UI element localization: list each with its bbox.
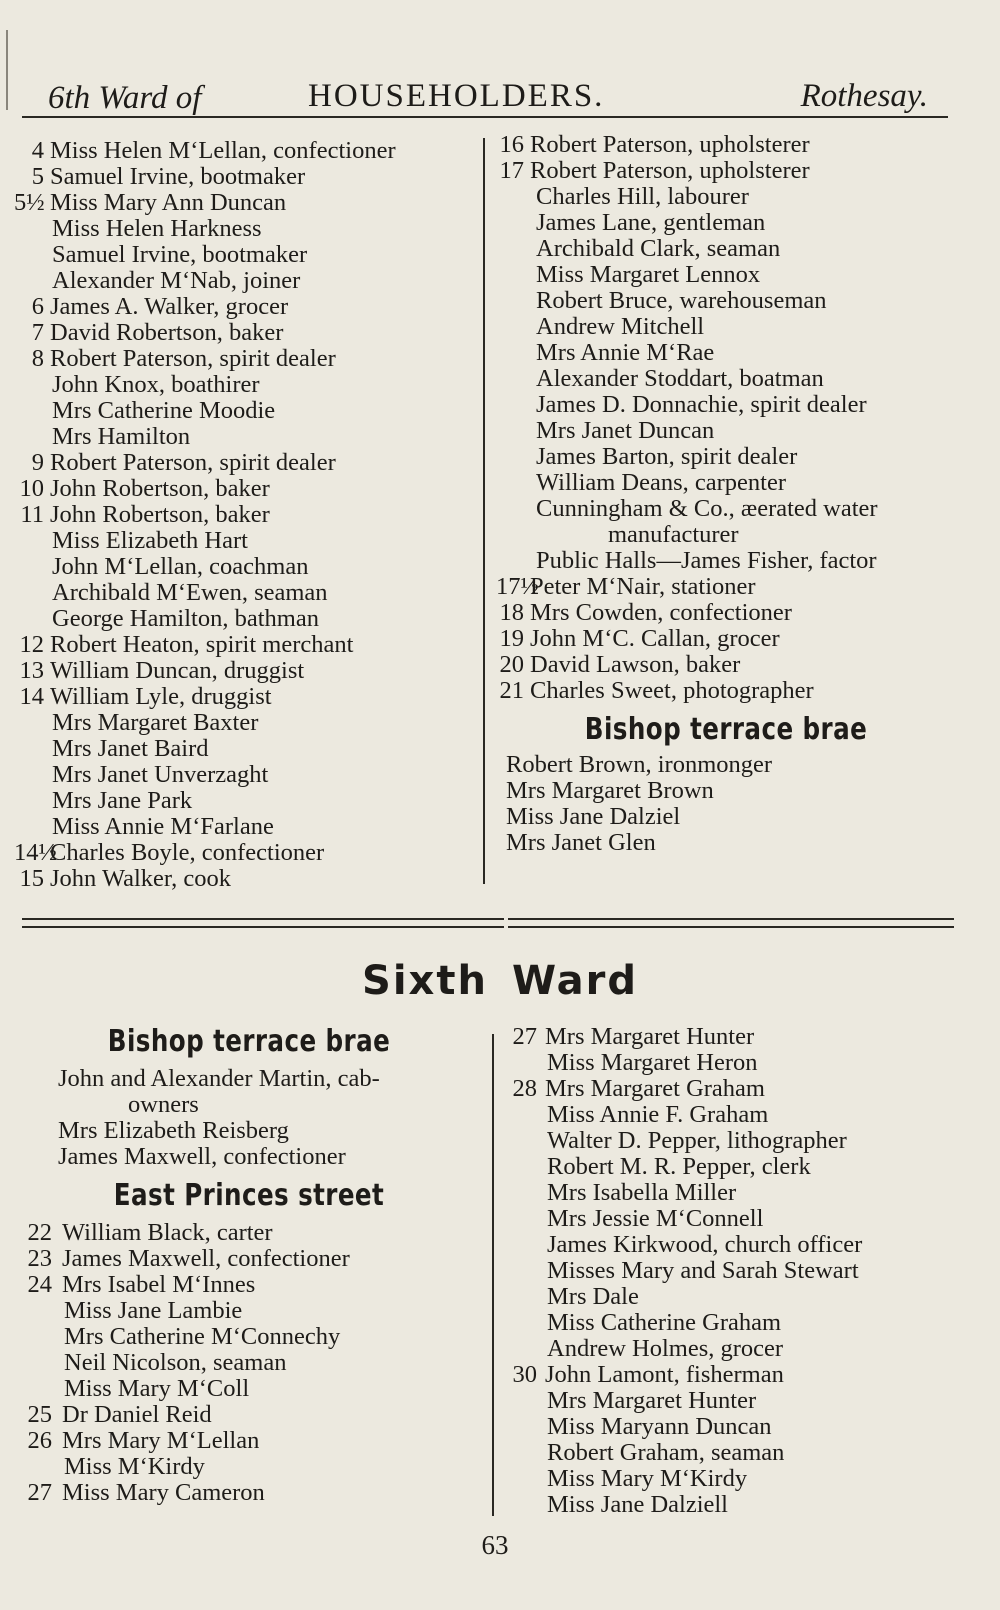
householder-entry: Mrs Isabel M‘Innes xyxy=(62,1271,256,1298)
householder-entry: Mrs Dale xyxy=(547,1283,639,1310)
list-item xyxy=(14,710,470,736)
house-number: 16 xyxy=(499,131,524,158)
householder-entry: Charles Boyle, confectioner xyxy=(50,839,325,866)
householder-entry: John Robertson, baker xyxy=(50,501,270,528)
house-number: 22 xyxy=(27,1219,52,1246)
householder-entry: John Walker, cook xyxy=(50,865,231,892)
list-item xyxy=(18,1324,480,1350)
householder-entry: Miss Margaret Lennox xyxy=(536,261,761,288)
house-number: 10 xyxy=(19,475,44,502)
householder-entry: Mrs Janet Glen xyxy=(506,829,656,856)
section-rule-right-1 xyxy=(508,918,954,920)
section-title-word1: Sixth xyxy=(362,958,488,1004)
list-item xyxy=(496,210,956,236)
house-number: 20 xyxy=(499,651,524,678)
householder-entry: Peter M‘Nair, stationer xyxy=(530,573,756,600)
householder-entry: Mrs Isabella Miller xyxy=(547,1179,737,1206)
householder-entry: Andrew Holmes, grocer xyxy=(547,1335,784,1362)
householder-entry: Robert Bruce, warehouseman xyxy=(536,287,827,314)
list-item xyxy=(14,424,470,450)
list-item xyxy=(14,190,470,216)
list-item xyxy=(505,1154,965,1180)
householder-entry: David Lawson, baker xyxy=(530,651,741,678)
householder-entry: Robert Graham, seaman xyxy=(547,1439,785,1466)
householder-entry: James Lane, gentleman xyxy=(536,209,766,236)
householder-entry: Mrs Margaret Baxter xyxy=(52,709,259,736)
list-item xyxy=(505,1232,965,1258)
list-item xyxy=(14,684,470,710)
list-item xyxy=(505,1050,965,1076)
street-heading: Bishop terrace brae xyxy=(107,1024,391,1059)
house-number: 25 xyxy=(27,1401,52,1428)
householder-entry: Walter D. Pepper, lithographer xyxy=(547,1127,847,1154)
householder-entry: Miss Helen Harkness xyxy=(52,215,262,242)
householder-entry: Mrs Annie M‘Rae xyxy=(536,339,715,366)
householder-entry: Mrs Margaret Hunter xyxy=(547,1387,757,1414)
list-item xyxy=(496,470,956,496)
householder-entry: Mrs Mary M‘Lellan xyxy=(62,1427,260,1454)
bottom-left-column xyxy=(18,1018,480,1506)
house-number: 23 xyxy=(27,1245,52,1272)
list-item xyxy=(14,268,470,294)
list-item xyxy=(505,1310,965,1336)
householder-entry: owners xyxy=(128,1091,199,1118)
list-item xyxy=(18,1480,480,1506)
householder-entry: Robert Paterson, upholsterer xyxy=(530,157,810,184)
header-ward: 6th Ward of xyxy=(48,80,202,116)
householder-entry: James D. Donnachie, spirit dealer xyxy=(536,391,867,418)
list-item xyxy=(14,164,470,190)
householder-entry: William Black, carter xyxy=(62,1219,273,1246)
householder-entry: Mrs Margaret Brown xyxy=(506,777,714,804)
list-item xyxy=(18,1376,480,1402)
list-item xyxy=(14,294,470,320)
householder-entry: William Lyle, druggist xyxy=(50,683,272,710)
householder-entry: Mrs Cowden, confectioner xyxy=(530,599,792,626)
page-number: 63 xyxy=(481,1530,509,1560)
house-number: 13 xyxy=(19,657,44,684)
list-item xyxy=(18,1428,480,1454)
householder-entry: John M‘Lellan, coachman xyxy=(52,553,309,580)
top-column-divider xyxy=(483,138,485,884)
householder-entry: Alexander Stoddart, boatman xyxy=(536,365,824,392)
list-item xyxy=(14,320,470,346)
householder-entry: Miss Jane Dalziell xyxy=(547,1491,728,1518)
list-item xyxy=(18,1454,480,1480)
house-number: 8 xyxy=(31,345,44,372)
householder-entry: Samuel Irvine, bootmaker xyxy=(50,163,306,190)
list-item xyxy=(505,1440,965,1466)
householder-entry: James Kirkwood, church officer xyxy=(547,1231,863,1258)
street-heading: Bishop terrace brae xyxy=(584,712,868,747)
list-item xyxy=(505,1024,965,1050)
householder-entry: Mrs Margaret Hunter xyxy=(545,1023,755,1050)
householder-entry: Miss Helen M‘Lellan, confectioner xyxy=(50,137,396,164)
householder-entry: Mrs Elizabeth Reisberg xyxy=(58,1117,289,1144)
house-number: 11 xyxy=(20,501,44,528)
list-item xyxy=(496,778,956,804)
list-item xyxy=(14,502,470,528)
householder-entry: Miss Jane Dalziel xyxy=(506,803,681,830)
house-number: 24 xyxy=(27,1271,52,1298)
list-item xyxy=(18,1350,480,1376)
householder-entry: Mrs Jessie M‘Connell xyxy=(547,1205,764,1232)
householder-entry: Public Halls—James Fisher, factor xyxy=(536,547,877,574)
householder-entry: John M‘C. Callan, grocer xyxy=(530,625,780,652)
list-item xyxy=(496,804,956,830)
list-item xyxy=(505,1492,965,1518)
list-item xyxy=(496,652,956,678)
list-item xyxy=(505,1258,965,1284)
householder-entry: George Hamilton, bathman xyxy=(52,605,319,632)
list-item xyxy=(14,632,470,658)
householder-entry: Robert Brown, ironmonger xyxy=(506,751,773,778)
householder-entry: Alexander M‘Nab, joiner xyxy=(52,267,301,294)
list-item xyxy=(14,450,470,476)
header-rule xyxy=(22,116,948,118)
householder-entry: James Barton, spirit dealer xyxy=(536,443,798,470)
house-number: 27 xyxy=(512,1023,537,1050)
list-item xyxy=(505,1102,965,1128)
section-title-word2: Ward xyxy=(511,958,638,1004)
list-item xyxy=(14,346,470,372)
list-item xyxy=(18,1092,480,1118)
house-number: 12 xyxy=(19,631,44,658)
list-item xyxy=(14,398,470,424)
list-item xyxy=(496,392,956,418)
list-item xyxy=(14,866,470,892)
house-number: 5½ xyxy=(14,189,45,216)
list-item xyxy=(14,476,470,502)
list-item xyxy=(496,830,956,856)
list-item xyxy=(505,1180,965,1206)
list-item xyxy=(496,752,956,778)
list-item xyxy=(505,1076,965,1102)
householder-entry: Miss Mary M‘Kirdy xyxy=(547,1465,748,1492)
house-number: 14 xyxy=(19,683,44,710)
list-item xyxy=(496,262,956,288)
house-number: 18 xyxy=(499,599,524,626)
householder-entry: Miss Annie M‘Farlane xyxy=(52,813,274,840)
list-item xyxy=(14,528,470,554)
householder-entry: Mrs Margaret Graham xyxy=(545,1075,765,1102)
list-item xyxy=(18,1144,480,1170)
list-item xyxy=(496,574,956,600)
householder-entry: James Maxwell, confectioner xyxy=(62,1245,350,1272)
list-item xyxy=(18,1298,480,1324)
list-item xyxy=(496,548,956,574)
house-number: 17½ xyxy=(496,573,539,600)
list-item xyxy=(496,418,956,444)
list-item xyxy=(18,1220,480,1246)
list-item xyxy=(18,1402,480,1428)
header-title: HOUSEHOLDERS. xyxy=(308,78,605,114)
top-left-column xyxy=(14,138,470,892)
householder-entry: Charles Sweet, photographer xyxy=(530,677,814,704)
list-item xyxy=(496,288,956,314)
list-item xyxy=(505,1466,965,1492)
house-number: 5 xyxy=(31,163,44,190)
list-item xyxy=(14,554,470,580)
list-item xyxy=(496,132,956,158)
householder-entry: Mrs Catherine Moodie xyxy=(52,397,276,424)
top-right-column xyxy=(496,132,956,856)
list-item xyxy=(14,372,470,398)
section-rule-left-2 xyxy=(22,926,504,928)
householder-entry: Dr Daniel Reid xyxy=(62,1401,212,1428)
householder-entry: Neil Nicolson, seaman xyxy=(64,1349,287,1376)
list-item xyxy=(496,236,956,262)
householder-entry: Mrs Hamilton xyxy=(52,423,191,450)
list-item xyxy=(14,138,470,164)
list-item xyxy=(505,1362,965,1388)
householder-entry: Misses Mary and Sarah Stewart xyxy=(547,1257,859,1284)
householder-entry: Miss Margaret Heron xyxy=(547,1049,758,1076)
list-item xyxy=(496,184,956,210)
list-item xyxy=(496,496,956,522)
house-number: 26 xyxy=(27,1427,52,1454)
list-item xyxy=(496,314,956,340)
house-number: 30 xyxy=(512,1361,537,1388)
householder-entry: William Duncan, druggist xyxy=(50,657,305,684)
householder-entry: Miss Maryann Duncan xyxy=(547,1413,772,1440)
house-number: 21 xyxy=(499,677,524,704)
list-item xyxy=(496,600,956,626)
householder-entry: William Deans, carpenter xyxy=(536,469,787,496)
list-item xyxy=(18,1272,480,1298)
householder-entry: Mrs Janet Baird xyxy=(52,735,209,762)
householder-entry: Charles Hill, labourer xyxy=(536,183,749,210)
house-number: 9 xyxy=(31,449,44,476)
householder-entry: David Robertson, baker xyxy=(50,319,284,346)
householder-entry: Mrs Jane Park xyxy=(52,787,193,814)
section-title xyxy=(0,958,1000,1004)
householder-entry: Miss Jane Lambie xyxy=(64,1297,243,1324)
list-item xyxy=(14,658,470,684)
householder-entry: John Robertson, baker xyxy=(50,475,270,502)
house-number: 17 xyxy=(499,157,524,184)
householder-entry: Archibald M‘Ewen, seaman xyxy=(52,579,328,606)
householder-entry: Samuel Irvine, bootmaker xyxy=(52,241,308,268)
list-item xyxy=(505,1284,965,1310)
list-item xyxy=(496,626,956,652)
list-item xyxy=(496,678,956,704)
list-item xyxy=(14,606,470,632)
list-item xyxy=(496,444,956,470)
list-item xyxy=(14,762,470,788)
page-edge-mark xyxy=(6,30,8,110)
householder-entry: Mrs Janet Unverzaght xyxy=(52,761,269,788)
bottom-column-divider xyxy=(492,1034,494,1516)
householder-entry: James Maxwell, confectioner xyxy=(58,1143,346,1170)
householder-entry: Miss Mary Ann Duncan xyxy=(50,189,287,216)
householder-entry: Miss Annie F. Graham xyxy=(547,1101,769,1128)
list-item xyxy=(18,1066,480,1092)
list-item xyxy=(505,1206,965,1232)
street-heading: East Princes street xyxy=(113,1178,385,1213)
list-item xyxy=(505,1414,965,1440)
section-rule-left-1 xyxy=(22,918,504,920)
list-item xyxy=(496,366,956,392)
section-rule-right-2 xyxy=(508,926,954,928)
householder-entry: Mrs Catherine M‘Connechy xyxy=(64,1323,341,1350)
householder-entry: John Knox, boathirer xyxy=(52,371,260,398)
list-item xyxy=(14,736,470,762)
list-item xyxy=(14,840,470,866)
running-header xyxy=(22,74,948,118)
house-number: 15 xyxy=(19,865,44,892)
householder-entry: Robert Paterson, spirit dealer xyxy=(50,449,336,476)
householder-entry: manufacturer xyxy=(608,521,739,548)
house-number: 4 xyxy=(31,137,44,164)
house-number: 19 xyxy=(499,625,524,652)
householder-entry: Mrs Janet Duncan xyxy=(536,417,715,444)
householder-entry: James A. Walker, grocer xyxy=(50,293,289,320)
header-town: Rothesay. xyxy=(800,78,928,114)
householder-entry: Cunningham & Co., æerated water xyxy=(536,495,878,522)
list-item xyxy=(14,242,470,268)
house-number: 28 xyxy=(512,1075,537,1102)
list-item xyxy=(505,1336,965,1362)
householder-entry: Robert Heaton, spirit merchant xyxy=(50,631,354,658)
list-item xyxy=(496,158,956,184)
householder-entry: Andrew Mitchell xyxy=(536,313,705,340)
list-item xyxy=(14,788,470,814)
householder-entry: John Lamont, fisherman xyxy=(545,1361,784,1388)
householder-entry: Miss Catherine Graham xyxy=(547,1309,782,1336)
householder-entry: Miss Mary Cameron xyxy=(62,1479,265,1506)
list-item xyxy=(496,522,956,548)
list-item xyxy=(505,1388,965,1414)
house-number: 14½ xyxy=(14,839,57,866)
householder-entry: Robert M. R. Pepper, clerk xyxy=(547,1153,811,1180)
householder-entry: Miss Elizabeth Hart xyxy=(52,527,248,554)
list-item xyxy=(14,216,470,242)
house-number: 7 xyxy=(31,319,44,346)
householder-entry: Miss M‘Kirdy xyxy=(64,1453,205,1480)
house-number: 6 xyxy=(31,293,44,320)
list-item xyxy=(14,580,470,606)
list-item xyxy=(505,1128,965,1154)
householder-entry: John and Alexander Martin, cab- xyxy=(58,1065,380,1092)
list-item xyxy=(18,1118,480,1144)
householder-entry: Robert Paterson, spirit dealer xyxy=(50,345,336,372)
list-item xyxy=(496,340,956,366)
house-number: 27 xyxy=(27,1479,52,1506)
householder-entry: Miss Mary M‘Coll xyxy=(64,1375,250,1402)
list-item xyxy=(18,1246,480,1272)
bottom-right-column xyxy=(505,1024,965,1518)
householder-entry: Archibald Clark, seaman xyxy=(536,235,781,262)
list-item xyxy=(14,814,470,840)
householder-entry: Robert Paterson, upholsterer xyxy=(530,131,810,158)
